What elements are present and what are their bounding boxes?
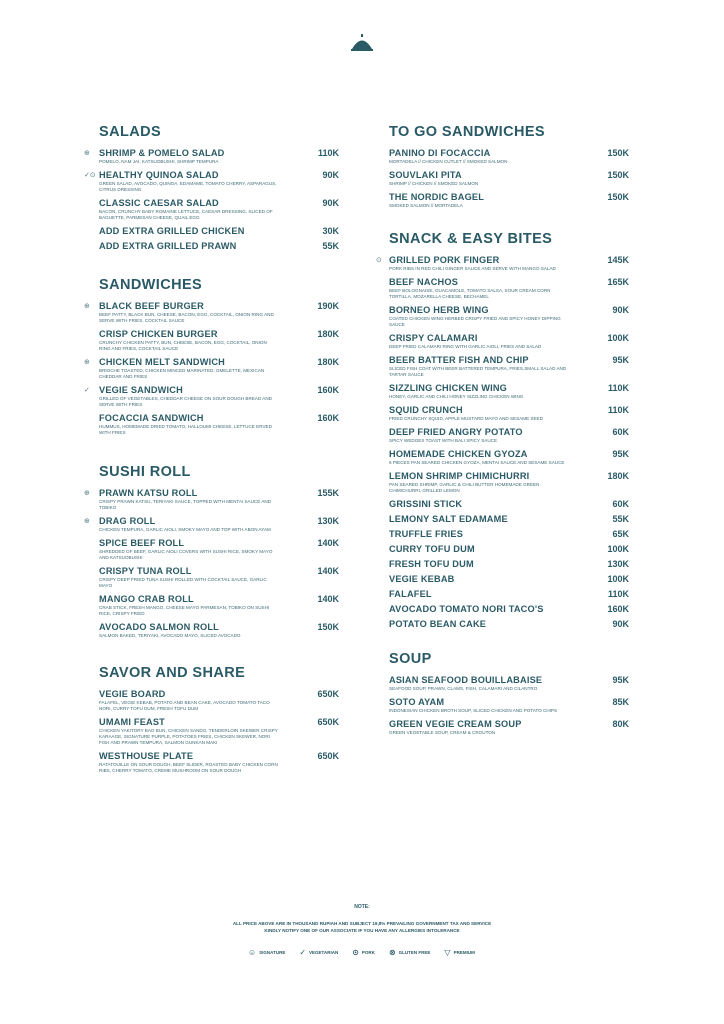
menu-item bbox=[389, 697, 629, 714]
item-description: 6 PIECES PAN SEARED CHICKEN GYOZA, MENTAI SAUCE AND SESAME SAUCE bbox=[389, 460, 565, 465]
legend-label: PREMIUM bbox=[453, 950, 475, 955]
menu-item bbox=[389, 383, 629, 400]
menu-item bbox=[99, 622, 339, 639]
menu-item bbox=[389, 405, 629, 422]
item-name: LEMONY SALT EDAMAME bbox=[389, 514, 508, 524]
item-name: CRISPY TUNA ROLL bbox=[99, 566, 192, 576]
menu-item bbox=[84, 170, 339, 193]
item-description: INDONESIAN CHICKEN BROTH SOUP, SLICED CHICKEN AND POTATO CHIPS bbox=[389, 708, 558, 713]
item-description: GREEN VEGETABLE SOUP, CREAM & CROUTON bbox=[389, 730, 496, 735]
item-description: HUMMUS, HOMEMADE DRIED TOMATO, HALLOUMI CHEESE, LETTUCE ERVED WITH FRIES bbox=[99, 424, 272, 435]
item-price: 190K bbox=[317, 301, 339, 311]
dietary-badge-icon: ⊕ bbox=[84, 518, 90, 525]
item-price: 90K bbox=[612, 305, 629, 315]
menu-item bbox=[389, 589, 629, 599]
item-price: 55K bbox=[322, 241, 339, 251]
menu-item bbox=[99, 566, 339, 589]
note-line-tax: ALL PRICE ABOVE ARE IN THOUSAND RUPIAH AND SUBJECT 19,8% PREVAILING GOVERNMENT TAX AND SERVICE bbox=[232, 921, 492, 926]
menu-section bbox=[84, 277, 339, 436]
menu-section bbox=[389, 124, 629, 209]
item-price: 150K bbox=[607, 170, 629, 180]
item-price: 55K bbox=[612, 514, 629, 524]
menu-item bbox=[389, 333, 629, 350]
menu-section bbox=[376, 231, 629, 629]
item-description: SLICED FISH COAT WITH BEER BATTERED TEMPURA, FRIES,SMALL SALAD AND TARTAR SAUCE bbox=[389, 366, 567, 377]
item-price: 30K bbox=[322, 226, 339, 236]
dietary-badge-icon: ✓ bbox=[84, 387, 90, 394]
item-price: 150K bbox=[607, 192, 629, 202]
item-description: PORK RIBS IN RED CHILI GINGER SAUCE AND SERVE WITH MANGO SALAD bbox=[389, 266, 556, 271]
menu-item bbox=[84, 385, 339, 408]
menu-item bbox=[99, 413, 339, 436]
note-title: NOTE: bbox=[354, 904, 370, 910]
gluten-free-icon: ⊗ bbox=[388, 948, 396, 957]
item-price: 140K bbox=[317, 538, 339, 548]
item-description: DEEP FRIED CALAMARI RING WITH GARLIC AIOLI, FRIES AND SALAD bbox=[389, 344, 542, 349]
menu-item bbox=[389, 192, 629, 209]
premium-icon: ▽ bbox=[444, 948, 451, 957]
menu-item bbox=[389, 604, 629, 614]
item-price: 160K bbox=[607, 604, 629, 614]
pork-icon: ⊙ bbox=[352, 948, 359, 957]
item-price: 110K bbox=[317, 148, 339, 158]
item-description: GRILLED OF VEGETABLES, CHEDDAR CHEESE ON SOUR DOUGH BREAD AND SERVE WITH FRIES bbox=[99, 396, 272, 407]
footer-note bbox=[0, 904, 724, 934]
item-description: MORTADELA // CHICKEN CUTLET // SMOKED SALMON bbox=[389, 159, 508, 164]
item-description: BRIOCHE TOASTED, CHICKEN MINCED MARINATED, OMELETTE, MEXICAN CHEDDAR AND FRIES bbox=[99, 368, 265, 379]
item-description: FRIED CRUNCHY SQUID, APPLE MUSTARD MAYO AND SESAME SEED bbox=[389, 416, 543, 421]
item-description: SPICY WEDGES TOAST WITH BALI SPICY SAUCE bbox=[389, 438, 498, 443]
item-price: 80K bbox=[612, 719, 629, 729]
menu-item bbox=[84, 301, 339, 324]
item-name: GRILLED PORK FINGER bbox=[389, 255, 500, 265]
menu-item bbox=[99, 594, 339, 617]
item-name: ADD EXTRA GRILLED CHICKEN bbox=[99, 226, 245, 236]
menu-item bbox=[99, 241, 339, 251]
item-name: UMAMI FEAST bbox=[99, 717, 165, 727]
item-name: GREEN VEGIE CREAM SOUP bbox=[389, 719, 522, 729]
menu-item bbox=[389, 574, 629, 584]
dietary-badge-icon: ✓⊙ bbox=[84, 172, 96, 179]
vegetarian-icon: ✓ bbox=[299, 948, 307, 957]
item-name: CURRY TOFU DUM bbox=[389, 544, 475, 554]
item-name: SIZZLING CHICKEN WING bbox=[389, 383, 508, 393]
item-name: CRISP CHICKEN BURGER bbox=[99, 329, 218, 339]
item-price: 60K bbox=[612, 427, 629, 437]
item-price: 130K bbox=[607, 559, 629, 569]
item-description: SHREDDED OF BEEF, GARLIC AIOLI COVERS WITH SUSHI RICE, SMOKY MAYO AND KATSUOBUSHI bbox=[99, 549, 273, 560]
item-description: RATATOUILLE ON SOUR DOUGH, BEEF SLIDER, ROASTED BABY CHICKEN CORN RIBS, CHERRY TOMATO, CREME MUSHROOM ON SOUR DOUGH bbox=[99, 762, 278, 773]
item-name: AVOCADO SALMON ROLL bbox=[99, 622, 219, 632]
item-price: 165K bbox=[607, 277, 629, 287]
item-price: 100K bbox=[607, 333, 629, 343]
item-price: 180K bbox=[317, 357, 339, 367]
item-description: CHICKEN TEMPURA, GARLIC AIOLI, SMOKY MAYO AND TOP WITH ABON AYAM bbox=[99, 527, 271, 532]
legend-label: VEGETARIAN bbox=[309, 950, 339, 955]
item-name: BEER BATTER FISH AND CHIP bbox=[389, 355, 529, 365]
menu-item bbox=[389, 675, 629, 692]
menu-item bbox=[389, 719, 629, 736]
item-price: 650K bbox=[317, 717, 339, 727]
menu-item bbox=[389, 619, 629, 629]
item-price: 110K bbox=[607, 405, 629, 415]
legend-item bbox=[299, 948, 338, 957]
item-price: 90K bbox=[612, 619, 629, 629]
item-name: CRISPY CALAMARI bbox=[389, 333, 478, 343]
menu-item bbox=[389, 514, 629, 524]
item-name: LEMON SHRIMP CHIMICHURRI bbox=[389, 471, 530, 481]
item-name: SOUVLAKI PITA bbox=[389, 170, 462, 180]
item-name: GRISSINI STICK bbox=[389, 499, 463, 509]
item-name: VEGIE BOARD bbox=[99, 689, 166, 699]
item-name: BEEF NACHOS bbox=[389, 277, 459, 287]
item-description: BEEF BOLOGNAISE, GUACAMOLE, TOMATO SALSA, SOUR CREAM CORN TORTILLA, MOZARELLA CHEESE, BECHAMEL bbox=[389, 288, 551, 299]
menu-item bbox=[389, 544, 629, 554]
item-description: CRISPY DEEP FRIED TUNA SUSHI ROLLED WITH COCKTAIL SAUCE, GARLIC MAYO bbox=[99, 577, 267, 588]
item-name: THE NORDIC BAGEL bbox=[389, 192, 485, 202]
item-name: FALAFEL bbox=[389, 589, 432, 599]
item-price: 140K bbox=[317, 566, 339, 576]
item-description: CHICKEN YAKITORY BAO BUN, CHICKEN SANDO, TENDERLOIN SKEWER CRISPY KARAAGE, SIGNATURE PURPLE, POTATOES FRIES, CHICKEN SKEWER, NORI FISH AND PRAWN TEMPURA, SALMON GUNKAN MAKI bbox=[99, 728, 278, 745]
item-price: 140K bbox=[317, 594, 339, 604]
menu-item bbox=[99, 198, 339, 221]
item-name: WESTHOUSE PLATE bbox=[99, 751, 194, 761]
menu-section bbox=[84, 124, 339, 251]
item-name: PRAWN KATSU ROLL bbox=[99, 488, 198, 498]
menu-item bbox=[389, 277, 629, 300]
item-price: 130K bbox=[317, 516, 339, 526]
item-price: 60K bbox=[612, 499, 629, 509]
item-description: CRAB STICK, FRESH MANGO, CHEESE MAYO PARMESAN, TOBIKO ON SUSHI RICE, CRISPY FRIED bbox=[99, 605, 270, 616]
left-column bbox=[84, 124, 339, 779]
item-name: SHRIMP & POMELO SALAD bbox=[99, 148, 225, 158]
item-name: PANINO DI FOCACCIA bbox=[389, 148, 491, 158]
item-name: VEGIE KEBAB bbox=[389, 574, 455, 584]
menu-item bbox=[99, 538, 339, 561]
menu-section bbox=[99, 665, 339, 774]
dietary-badge-icon: ⊕ bbox=[84, 303, 90, 310]
section-title: SAVOR AND SHARE bbox=[99, 665, 246, 681]
item-name: AVOCADO TOMATO NORI TACO'S bbox=[389, 604, 544, 614]
section-title: TO GO SANDWICHES bbox=[389, 124, 545, 140]
note-line-allergy: KINDLY NOTIFY ONE OF OUR ASSOCIATE IF YOU HAVE ANY ALLERGIES INTOLERANCE bbox=[264, 928, 460, 933]
item-price: 110K bbox=[607, 383, 629, 393]
item-description: SHRIMP // CHICKEN // SMOKED SALMON bbox=[389, 181, 479, 186]
item-price: 150K bbox=[317, 622, 339, 632]
item-name: MANGO CRAB ROLL bbox=[99, 594, 194, 604]
menu-item bbox=[389, 170, 629, 187]
item-price: 90K bbox=[322, 170, 339, 180]
menu-item bbox=[84, 148, 339, 165]
menu-item bbox=[389, 499, 629, 509]
right-column bbox=[376, 124, 629, 741]
legend-item bbox=[389, 948, 430, 957]
item-price: 95K bbox=[612, 449, 629, 459]
item-price: 155K bbox=[317, 488, 339, 498]
menu-item bbox=[99, 226, 339, 236]
section-title: SOUP bbox=[389, 651, 432, 667]
item-price: 650K bbox=[317, 689, 339, 699]
legend-item bbox=[248, 948, 285, 957]
item-name: BORNEO HERB WING bbox=[389, 305, 489, 315]
menu-item bbox=[389, 529, 629, 539]
section-title: SNACK & EASY BITES bbox=[389, 231, 553, 247]
item-price: 160K bbox=[317, 385, 339, 395]
menu-item bbox=[99, 717, 339, 746]
item-description: POMELO, NAM JAI, KATSUOBUSHI, SHRIMP TEMPURA bbox=[99, 159, 219, 164]
item-price: 65K bbox=[612, 529, 629, 539]
signature-icon: ☺ bbox=[248, 948, 257, 957]
item-name: FOCACCIA SANDWICH bbox=[99, 413, 204, 423]
menu-item bbox=[389, 305, 629, 328]
item-price: 95K bbox=[612, 355, 629, 365]
item-name: ASIAN SEAFOOD BOUILLABAISE bbox=[389, 675, 543, 685]
item-description: BEEF PATTY, BLACK BUN, CHEESE, BACON, EGG, COCKTAIL, ONION RING AND SERVE WITH FRIES, COCKTAIL SAUCE bbox=[99, 312, 274, 323]
dietary-badge-icon: ⊕ bbox=[84, 359, 90, 366]
item-description: CRUNCHY CHICKEN PATTY, BUN, CHEESE, BACON, EGG, COCKTAIL, ONION RING AND FRIES, COCKTAIL SAUCE bbox=[99, 340, 267, 351]
legend-label: SIGNATURE bbox=[259, 950, 286, 955]
menu-item bbox=[99, 689, 339, 712]
menu-item bbox=[99, 751, 339, 774]
dietary-badge-icon: ⊙ bbox=[376, 257, 382, 264]
section-title: SUSHI ROLL bbox=[99, 464, 191, 480]
item-description: HONEY, GARLIC AND CHILI HONEY SIZZLING CHICKEN WING bbox=[389, 394, 524, 399]
item-description: GREEN SALAD, AVOCADO, QUINOA, EDAMAME, TOMATO CHERRY, ASPARAGUS, CITRUS DRESSING bbox=[99, 181, 277, 192]
item-description: COATED CHICKEN WING HERBED CRISPY FRIED AND SPICY HONEY DIPPING SAUCE bbox=[389, 316, 561, 327]
section-title: SANDWICHES bbox=[99, 277, 203, 293]
item-description: SEAFOOD SOUP, PRAWN, CLAMS, FISH, CALAMARI AND CILANTRO bbox=[389, 686, 538, 691]
section-title: SALADS bbox=[99, 124, 162, 140]
legend-item bbox=[352, 948, 375, 957]
item-price: 180K bbox=[317, 329, 339, 339]
dietary-badge-icon: ⊕ bbox=[84, 150, 90, 157]
legend-label: GLUTEN FREE bbox=[398, 950, 431, 955]
item-name: CHICKEN MELT SANDWICH bbox=[99, 357, 226, 367]
item-name: SPICE BEEF ROLL bbox=[99, 538, 185, 548]
item-price: 100K bbox=[607, 544, 629, 554]
menu-section bbox=[389, 651, 629, 736]
item-price: 95K bbox=[612, 675, 629, 685]
item-name: DRAG ROLL bbox=[99, 516, 156, 526]
menu-item bbox=[389, 559, 629, 569]
item-description: FALAFEL, VEGIE KEBAB, POTATO AND BEAN CAKE, AVOCADO TOMATO TACO NORI, CURRY TOFU DUM, FRESH TOFU DUM bbox=[99, 700, 270, 711]
item-price: 160K bbox=[317, 413, 339, 423]
item-name: DEEP FRIED ANGRY POTATO bbox=[389, 427, 523, 437]
item-description: SMOKED SALMON // MORTADELA bbox=[389, 203, 463, 208]
cloche-logo-icon bbox=[351, 34, 373, 52]
item-name: BLACK BEEF BURGER bbox=[99, 301, 204, 311]
item-name: HOMEMADE CHICKEN GYOZA bbox=[389, 449, 528, 459]
menu-item bbox=[389, 148, 629, 165]
menu-item bbox=[84, 516, 339, 533]
menu-item bbox=[389, 449, 629, 466]
item-name: TRUFFLE FRIES bbox=[389, 529, 464, 539]
item-name: SQUID CRUNCH bbox=[389, 405, 463, 415]
item-price: 150K bbox=[607, 148, 629, 158]
item-name: ADD EXTRA GRILLED PRAWN bbox=[99, 241, 237, 251]
menu-item bbox=[84, 488, 339, 511]
menu-item bbox=[389, 427, 629, 444]
item-name: SOTO AYAM bbox=[389, 697, 445, 707]
menu-section bbox=[84, 464, 339, 639]
item-price: 110K bbox=[607, 589, 629, 599]
item-description: PAN SEARED SHRIMP, GARLIC & CHILI BUTTER HOMEMADE GREEN CHIMICHURRI, GRILLED LEMON bbox=[389, 482, 540, 493]
menu-item bbox=[389, 355, 629, 378]
menu-item bbox=[99, 329, 339, 352]
item-price: 180K bbox=[607, 471, 629, 481]
item-name: HEALTHY QUINOA SALAD bbox=[99, 170, 219, 180]
item-description: CRISPY PRAWN KATSU, TERIYAKI SAUCE, TOPPED WITH MENTAI SAUCE AND TOBIKO bbox=[99, 499, 272, 510]
item-name: CLASSIC CAESAR SALAD bbox=[99, 198, 219, 208]
menu-item bbox=[84, 357, 339, 380]
item-price: 100K bbox=[607, 574, 629, 584]
item-name: FRESH TOFU DUM bbox=[389, 559, 474, 569]
item-price: 85K bbox=[612, 697, 629, 707]
item-description: BACON, CRUNCHY BABY ROMAINE LETTUCE, CAESAR DRESSING, SLICED OF BAGUETTE, PARMESAN CHEESE, QUAIL EGG bbox=[99, 209, 273, 220]
dietary-badge-icon: ⊕ bbox=[84, 490, 90, 497]
legend-label: PORK bbox=[361, 950, 375, 955]
legend bbox=[248, 948, 488, 957]
menu-item bbox=[376, 255, 629, 272]
legend-item bbox=[444, 948, 474, 957]
item-price: 145K bbox=[607, 255, 629, 265]
menu-item bbox=[389, 471, 629, 494]
item-price: 650K bbox=[317, 751, 339, 761]
item-price: 90K bbox=[322, 198, 339, 208]
item-name: VEGIE SANDWICH bbox=[99, 385, 183, 395]
item-description: SALMON BAKED, TERIYAKI, AVOCADO MAYO, SLICED AVOCADO bbox=[99, 633, 241, 638]
item-name: POTATO BEAN CAKE bbox=[389, 619, 487, 629]
